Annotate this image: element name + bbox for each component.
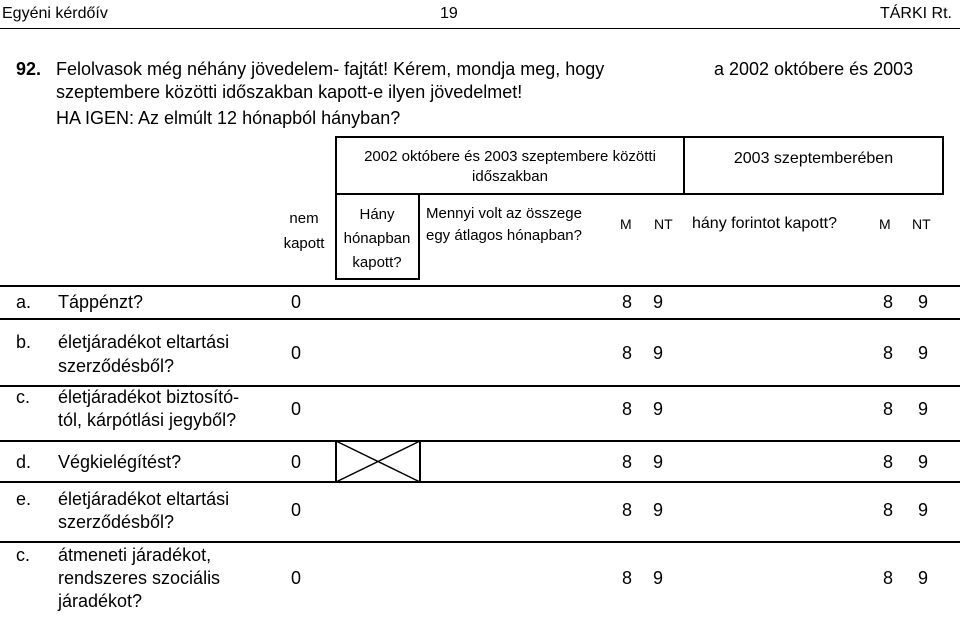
row-label: Táppénzt? (58, 292, 144, 312)
code-nt2[interactable]: 9 (918, 568, 929, 588)
code-nt1[interactable]: 9 (653, 292, 664, 312)
row-letter: a. (16, 292, 32, 312)
page-number: 19 (440, 5, 458, 22)
question-line1b: a 2002 októbere és 2003 (714, 59, 914, 79)
code-nt2[interactable]: 9 (918, 292, 929, 312)
row-letter: e. (16, 489, 32, 509)
row-letter: c. (16, 545, 31, 565)
col-nt2: NT (912, 216, 931, 232)
code-0[interactable]: 0 (291, 452, 302, 472)
code-nt1[interactable]: 9 (653, 452, 664, 472)
code-nt2[interactable]: 9 (918, 399, 929, 419)
code-0[interactable]: 0 (291, 399, 302, 419)
col-divider-2 (418, 193, 420, 280)
row-label-line1: életjáradékot biztosító- (58, 387, 240, 407)
code-m2[interactable]: 8 (883, 292, 894, 312)
question-line2: szeptembere közötti időszakban kapott-e ilyen jövedelmet! (56, 82, 523, 102)
code-0[interactable]: 0 (291, 292, 302, 312)
col-mennyi-line1: Mennyi volt az összege (426, 205, 582, 222)
code-nt1[interactable]: 9 (653, 343, 664, 363)
code-nt2[interactable]: 9 (918, 452, 929, 472)
col-hany-line1: Hány (359, 206, 395, 223)
row-rule-a (0, 318, 960, 320)
question-line1a: Felolvasok még néhány jövedelem- fajtát! Kérem, mondja meg, hogy (56, 59, 605, 79)
row-letter: c. (16, 387, 31, 407)
col-nem-line2: kapott (283, 235, 325, 252)
header-right: TÁRKI Rt. (879, 5, 952, 22)
code-m1[interactable]: 8 (622, 399, 633, 419)
header-left: Egyéni kérdőív (2, 5, 108, 22)
group2-title: 2003 szeptemberében (733, 150, 894, 167)
group1-title-line1: 2002 októbere és 2003 szeptembere közötti (364, 148, 656, 165)
code-nt1[interactable]: 9 (653, 399, 664, 419)
group1-title-line2: időszakban (472, 168, 548, 185)
code-m2[interactable]: 8 (883, 568, 894, 588)
col-nt1: NT (654, 216, 673, 232)
code-m2[interactable]: 8 (883, 452, 894, 472)
col-m1: M (620, 216, 632, 232)
header-rule (0, 28, 960, 29)
code-0[interactable]: 0 (291, 343, 302, 363)
code-nt1[interactable]: 9 (653, 500, 664, 520)
code-m2[interactable]: 8 (883, 399, 894, 419)
col-hany-line2: hónapban (343, 230, 411, 247)
col-hany-line3: kapott? (352, 254, 402, 271)
row-label-line2: szerződésből? (58, 512, 175, 532)
code-0[interactable]: 0 (291, 500, 302, 520)
row-rule-d (0, 481, 960, 483)
code-nt1[interactable]: 9 (653, 568, 664, 588)
col-forint: hány forintot kapott? (692, 215, 837, 232)
code-nt2[interactable]: 9 (918, 500, 929, 520)
row-letter: d. (16, 452, 32, 472)
row-rule-c (0, 440, 960, 442)
row-label-line1: életjáradékot eltartási (58, 332, 230, 352)
row-rule-e (0, 541, 960, 543)
row-label-line2: tól, kárpótlási jegyből? (58, 410, 237, 430)
code-m2[interactable]: 8 (883, 500, 894, 520)
row-label-line1: életjáradékot eltartási (58, 489, 230, 509)
code-m1[interactable]: 8 (622, 292, 633, 312)
row-label-line2: rendszeres szociális (58, 568, 221, 588)
col-mennyi-line2: egy átlagos hónapban? (426, 227, 582, 244)
not-applicable-cross (335, 440, 421, 483)
code-m1[interactable]: 8 (622, 568, 633, 588)
code-m1[interactable]: 8 (622, 343, 633, 363)
row-label-line3: járadékot? (58, 591, 143, 611)
row-label-line1: átmeneti járadékot, (58, 545, 212, 565)
col-m2: M (879, 216, 891, 232)
code-0[interactable]: 0 (291, 568, 302, 588)
row-label: Végkielégítést? (58, 452, 182, 472)
col-box-bottom (335, 278, 420, 280)
code-m1[interactable]: 8 (622, 500, 633, 520)
question-number: 92. (16, 59, 42, 79)
code-m2[interactable]: 8 (883, 343, 894, 363)
row-rule-top (0, 285, 960, 287)
col-nem-line1: nem (289, 210, 319, 227)
code-m1[interactable]: 8 (622, 452, 633, 472)
row-letter: b. (16, 332, 32, 352)
question-instruction: HA IGEN: Az elmúlt 12 hónapból hányban? (56, 108, 401, 128)
row-label-line2: szerződésből? (58, 356, 175, 376)
code-nt2[interactable]: 9 (918, 343, 929, 363)
